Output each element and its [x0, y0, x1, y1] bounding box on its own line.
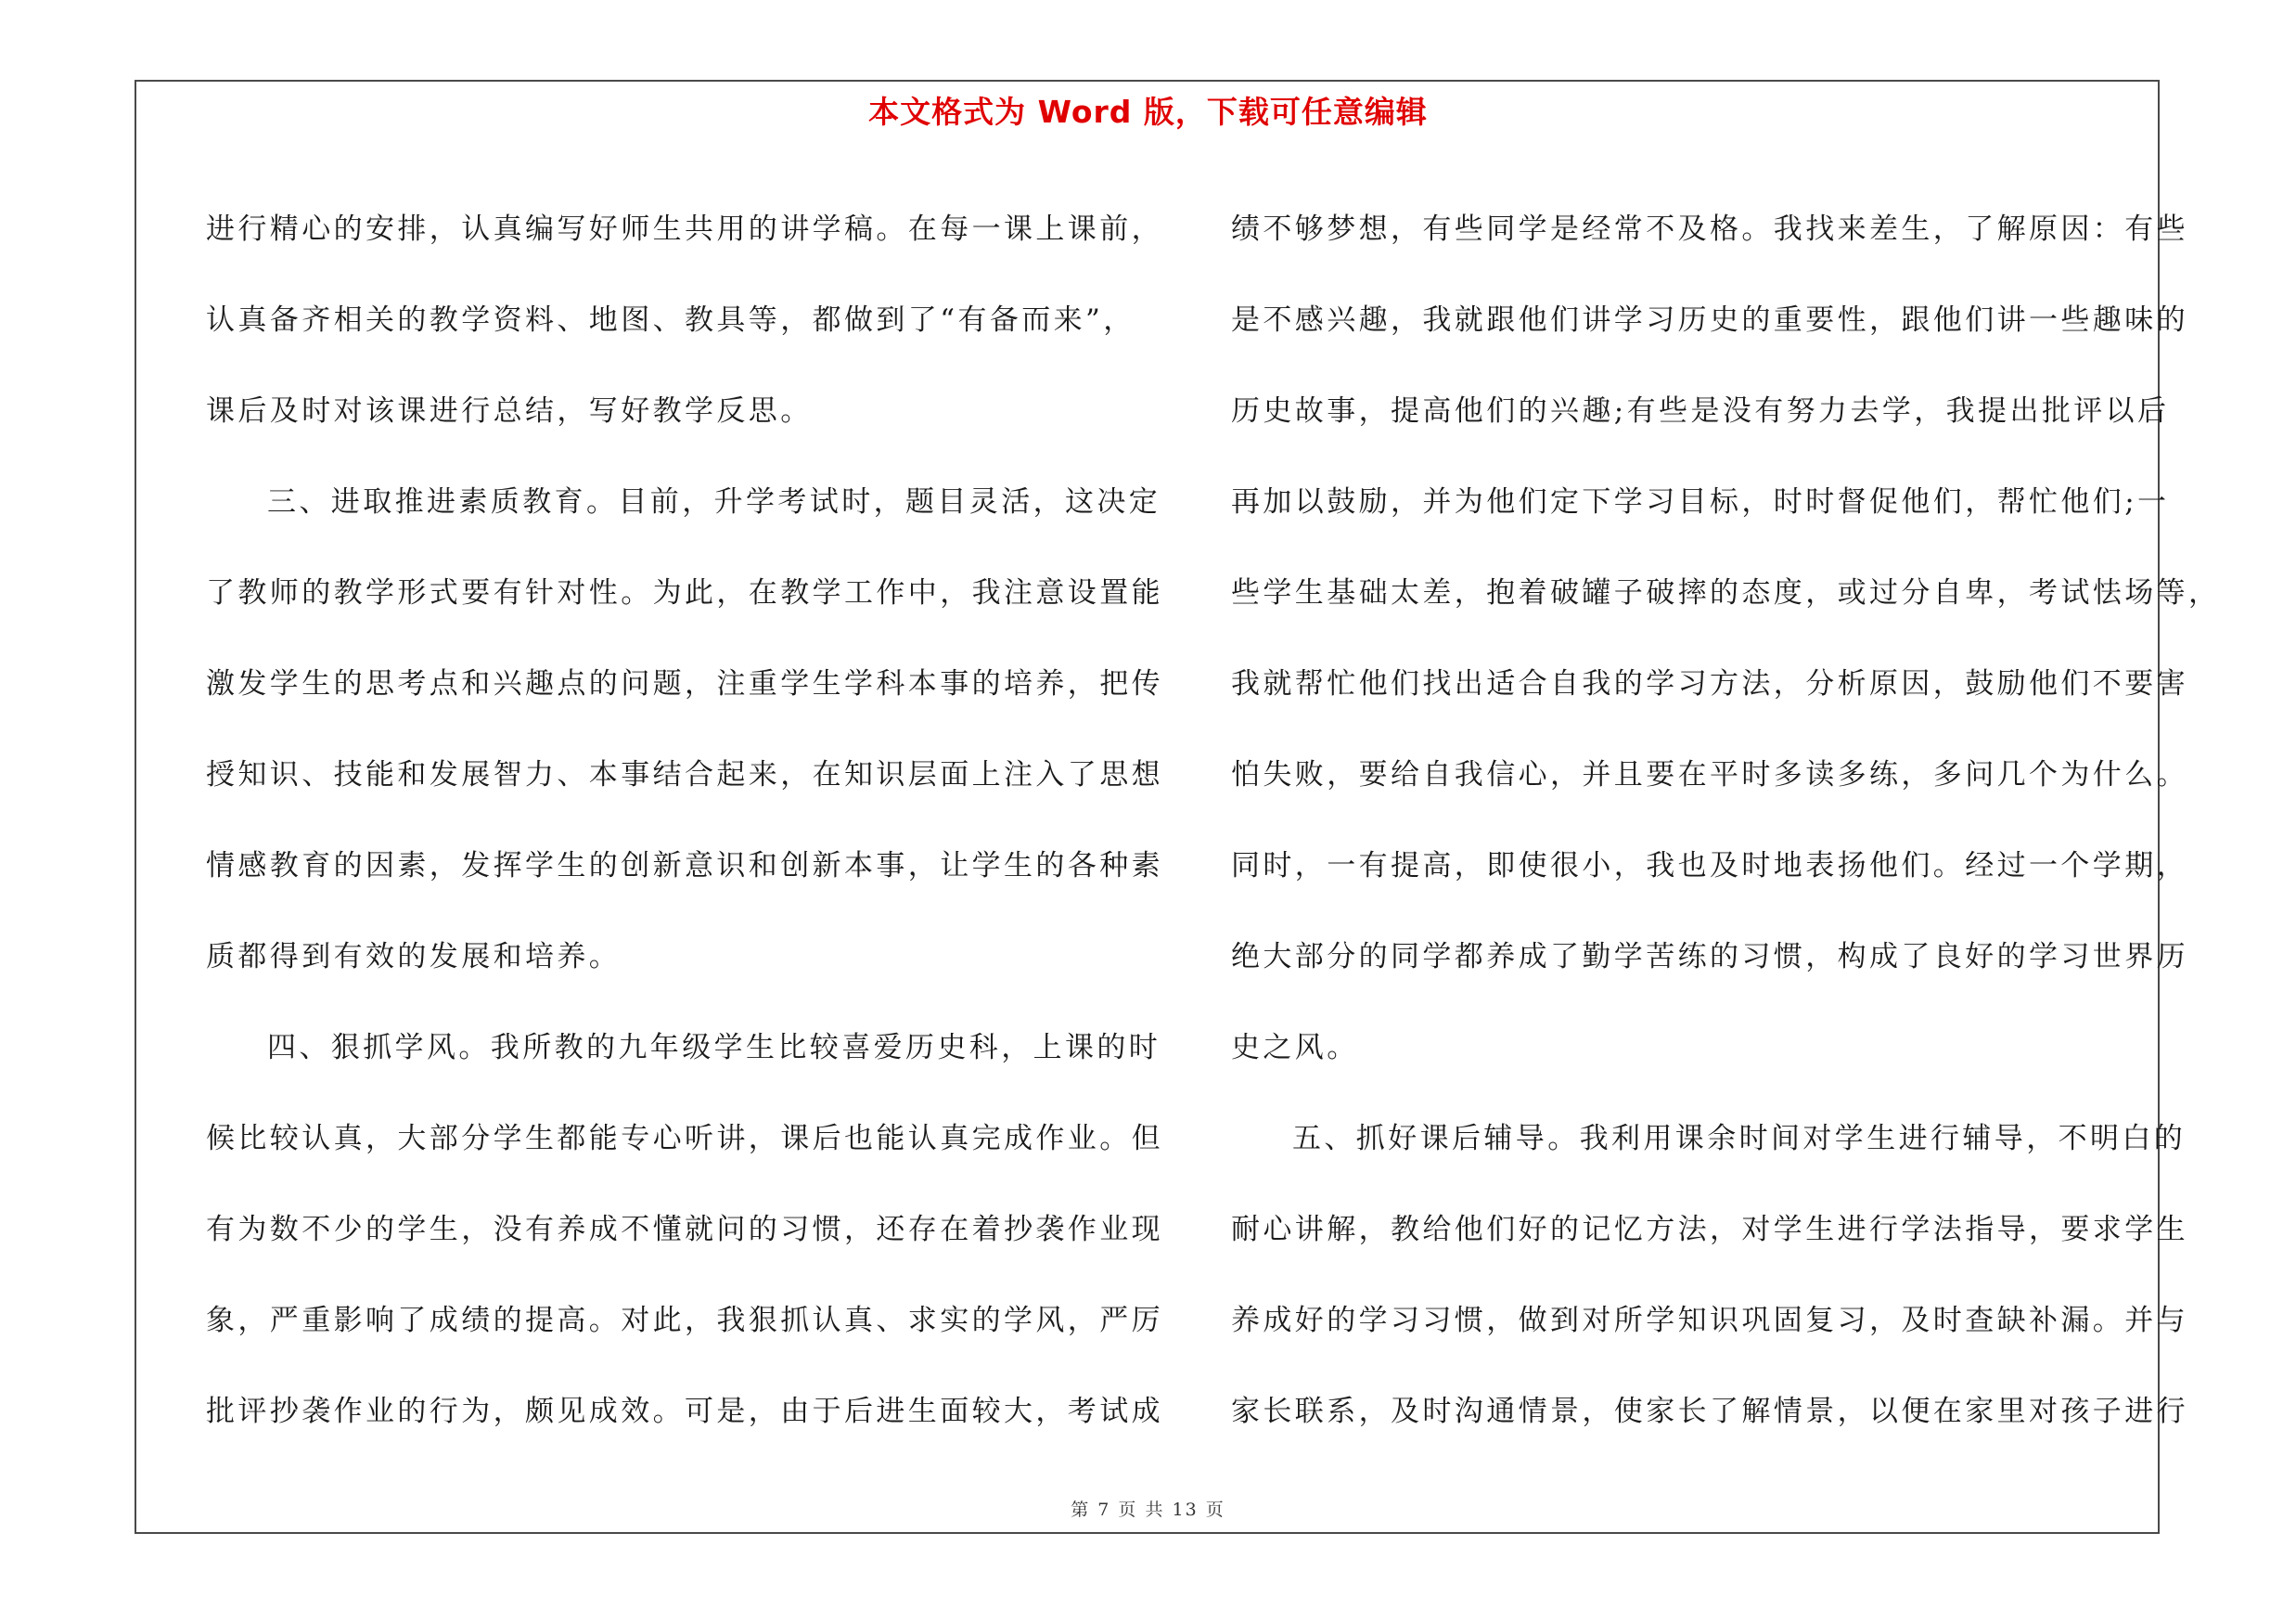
text-line: 是不感兴趣，我就跟他们讲学习历史的重要性，跟他们讲一些趣味的: [1231, 303, 2188, 337]
text-line: 绝大部分的同学都养成了勤学苦练的习惯，构成了良好的学习世界历: [1231, 940, 2188, 973]
text-line: 情感教育的因素，发挥学生的创新意识和创新本事，让学生的各种素: [206, 849, 1163, 882]
page-indicator: 第 7 页 共 13 页: [1071, 1500, 1225, 1520]
text-line: 家长联系，及时沟通情景，使家长了解情景，以便在家里对孩子进行: [1231, 1395, 2188, 1428]
text-line: 史之风。: [1231, 1031, 1359, 1064]
text-line: 绩不够梦想，有些同学是经常不及格。我找来差生，了解原因：有些: [1231, 213, 2188, 246]
text-line: 激发学生的思考点和兴趣点的问题，注重学生学科本事的培养，把传: [206, 667, 1163, 701]
text-line: 五、抓好课后辅导。我利用课余时间对学生进行辅导，不明白的: [1292, 1122, 2187, 1155]
text-line: 质都得到有效的发展和培养。: [206, 940, 622, 973]
text-line: 课后及时对该课进行总结，写好教学反思。: [206, 394, 813, 428]
text-line: 进行精心的安排，认真编写好师生共用的讲学稿。在每一课上课前，: [206, 213, 1163, 246]
text-line: 批评抄袭作业的行为，颇见成效。可是，由于后进生面较大，考试成: [206, 1395, 1163, 1428]
text-line: 三、进取推进素质教育。目前，升学考试时，题目灵活，这决定: [267, 485, 1161, 519]
text-line: 养成好的学习习惯，做到对所学知识巩固复习，及时查缺补漏。并与: [1231, 1304, 2188, 1337]
text-line: 有为数不少的学生，没有养成不懂就问的习惯，还存在着抄袭作业现: [206, 1213, 1163, 1246]
text-line: 四、狠抓学风。我所教的九年级学生比较喜爱历史科，上课的时: [267, 1031, 1161, 1064]
text-line: 候比较认真，大部分学生都能专心听讲，课后也能认真完成作业。但: [206, 1122, 1163, 1155]
text-line: 象，严重影响了成绩的提高。对此，我狠抓认真、求实的学风，严厉: [206, 1304, 1163, 1337]
text-line: 再加以鼓励，并为他们定下学习目标，时时督促他们，帮忙他们;一: [1231, 485, 2170, 519]
text-line: 些学生基础太差，抱着破罐子破摔的态度，或过分自卑，考试怯场等，: [1231, 576, 2221, 610]
text-line: 我就帮忙他们找出适合自我的学习方法，分析原因，鼓励他们不要害: [1231, 667, 2188, 701]
text-line: 耐心讲解，教给他们好的记忆方法，对学生进行学法指导，要求学生: [1231, 1213, 2188, 1246]
text-line: 认真备齐相关的教学资料、地图、教具等，都做到了“有备而来”，: [206, 303, 1135, 337]
text-line: 历史故事，提高他们的兴趣;有些是没有努力去学，我提出批评以后: [1231, 394, 2170, 428]
right-column: [1231, 184, 2221, 1457]
left-column: [206, 184, 1163, 1457]
text-line: 怕失败，要给自我信心，并且要在平时多读多练，多问几个为什么。: [1231, 758, 2188, 792]
header-banner: 本文格式为 Word 版，下载可任意编辑: [868, 94, 1428, 130]
text-line: 授知识、技能和发展智力、本事结合起来，在知识层面上注入了思想: [206, 758, 1163, 792]
text-line: 同时，一有提高，即使很小，我也及时地表扬他们。经过一个学期，: [1231, 849, 2188, 882]
text-line: 了教师的教学形式要有针对性。为此，在教学工作中，我注意设置能: [206, 576, 1163, 610]
